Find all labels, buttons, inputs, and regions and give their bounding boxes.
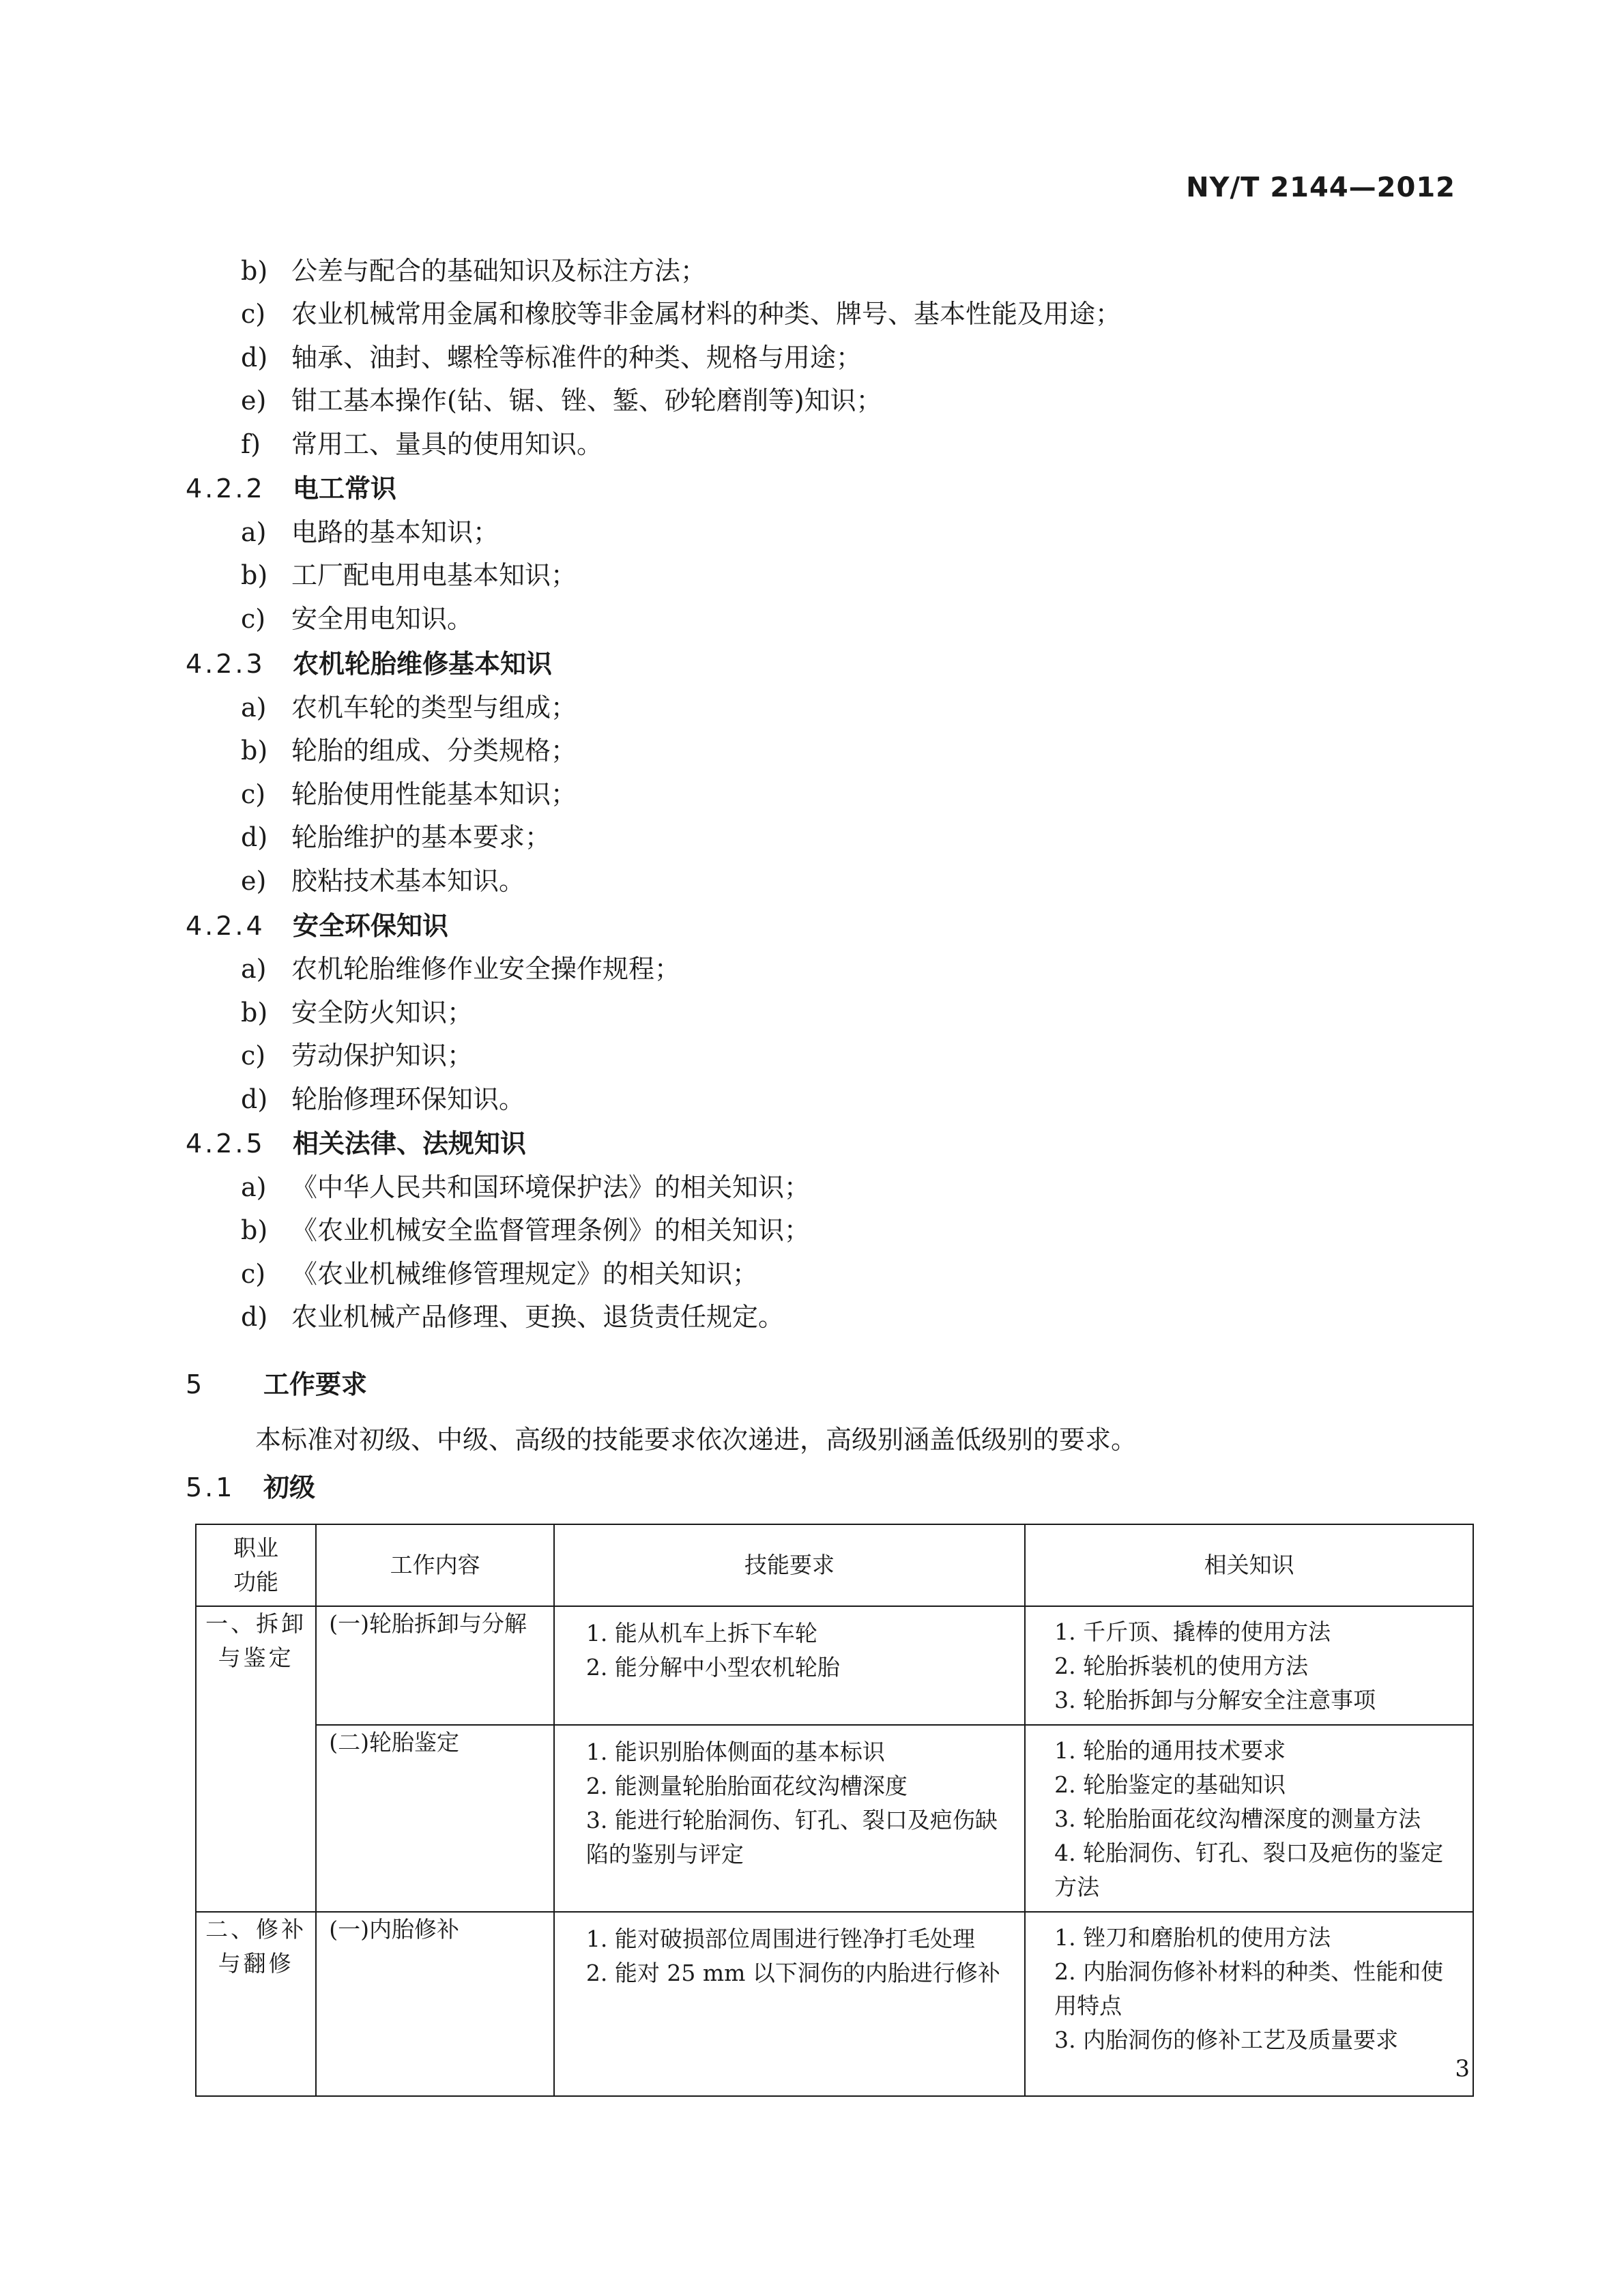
section-number: 5 <box>186 1369 205 1399</box>
list-text: 安全用电知识。 <box>291 604 474 634</box>
list-marker: f) <box>241 429 261 459</box>
header-skill-requirements: 技能要求 <box>554 1524 1025 1606</box>
list-marker: c) <box>241 779 266 809</box>
list-item <box>241 559 577 592</box>
list-item <box>241 1301 784 1333</box>
list-marker: d) <box>241 1084 268 1114</box>
list-marker: e) <box>241 866 267 896</box>
list-text: 劳动保护知识； <box>291 1041 474 1071</box>
knowledge-cell <box>1025 1912 1473 2096</box>
section-heading-4-2-3 <box>186 648 552 680</box>
list-text: 钳工基本操作(钻、锯、锉、錾、砂轮磨削等)知识； <box>291 386 882 416</box>
section-title: 电工常识 <box>293 474 397 504</box>
table-row <box>196 1725 1473 1912</box>
knowledge-line: 3. 轮胎拆卸与分解安全注意事项 <box>1054 1687 1376 1713</box>
knowledge-cell <box>1025 1606 1473 1725</box>
section-heading-5 <box>186 1368 367 1401</box>
section-title: 初级 <box>263 1472 316 1502</box>
list-marker: d) <box>241 822 268 852</box>
skill-line: 3. 能进行轮胎洞伤、钉孔、裂口及疤伤缺陷的鉴别与评定 <box>585 1807 998 1868</box>
list-text: 轴承、油封、螺栓等标准件的种类、规格与用途； <box>291 343 862 373</box>
table-row <box>196 1606 1473 1725</box>
list-text: 轮胎修理环保知识。 <box>291 1084 525 1114</box>
list-marker: e) <box>241 386 267 416</box>
list-item <box>241 384 882 417</box>
knowledge-line: 1. 锉刀和磨胎机的使用方法 <box>1054 1924 1331 1951</box>
list-text: 《农业机械安全监督管理条例》的相关知识； <box>291 1215 811 1245</box>
list-marker: b) <box>241 998 268 1028</box>
list-marker: d) <box>241 1302 268 1332</box>
list-text: 农机车轮的类型与组成； <box>291 693 577 723</box>
list-text: 农机轮胎维修作业安全操作规程； <box>291 954 681 984</box>
list-marker: a) <box>241 517 267 547</box>
list-item <box>241 428 603 461</box>
section-number: 4.2.5 <box>186 1129 265 1159</box>
list-text: 胶粘技术基本知识。 <box>291 866 525 896</box>
list-text: 农业机械常用金属和橡胶等非金属材料的种类、牌号、基本性能及用途； <box>291 299 1122 329</box>
list-marker: a) <box>241 1172 267 1202</box>
page-number: 3 <box>1455 2055 1470 2082</box>
section-heading-4-2-4 <box>186 910 448 942</box>
section-title: 工作要求 <box>263 1369 368 1399</box>
list-item <box>241 255 706 287</box>
list-marker: c) <box>241 1041 266 1071</box>
list-item <box>241 1039 473 1072</box>
list-item <box>241 953 680 985</box>
list-marker: a) <box>241 954 267 984</box>
list-marker: a) <box>241 693 267 723</box>
list-text: 轮胎维护的基本要求； <box>291 822 551 852</box>
list-item <box>241 602 473 635</box>
list-text: 电路的基本知识； <box>291 517 499 547</box>
work-content-cell: (一)内胎修补 <box>316 1912 554 2096</box>
knowledge-line: 2. 内胎洞伤修补材料的种类、性能和使用特点 <box>1054 1958 1444 2019</box>
list-item <box>241 297 1121 330</box>
skills-cell <box>554 1725 1025 1912</box>
list-item <box>241 1214 810 1247</box>
knowledge-line: 3. 轮胎胎面花纹沟槽深度的测量方法 <box>1054 1805 1421 1832</box>
list-marker: b) <box>241 736 268 766</box>
knowledge-line: 1. 轮胎的通用技术要求 <box>1054 1737 1286 1764</box>
list-item <box>241 996 473 1029</box>
table-header-row <box>196 1524 1473 1606</box>
skill-line: 1. 能对破损部位周围进行锉净打毛处理 <box>585 1926 975 1952</box>
knowledge-line: 2. 轮胎鉴定的基础知识 <box>1054 1771 1286 1798</box>
list-marker: b) <box>241 1215 268 1245</box>
list-item <box>241 778 577 811</box>
skill-requirements-table <box>195 1524 1474 2097</box>
list-item <box>241 1171 810 1204</box>
list-text: 常用工、量具的使用知识。 <box>291 429 603 459</box>
knowledge-line: 2. 轮胎拆装机的使用方法 <box>1054 1653 1309 1679</box>
section-number: 5.1 <box>186 1472 235 1502</box>
header-related-knowledge: 相关知识 <box>1025 1524 1473 1606</box>
list-item <box>241 341 862 374</box>
skill-line: 2. 能对 25 mm 以下洞伤的内胎进行修补 <box>585 1960 1000 1986</box>
list-marker: b) <box>241 560 268 590</box>
list-marker: c) <box>241 1259 266 1289</box>
list-text: 《农业机械维修管理规定》的相关知识； <box>291 1259 759 1289</box>
list-item <box>241 821 551 854</box>
knowledge-line: 3. 内胎洞伤的修补工艺及质量要求 <box>1054 2026 1399 2053</box>
list-marker: b) <box>241 256 268 286</box>
work-content-cell: (一)轮胎拆卸与分解 <box>316 1606 554 1725</box>
section-title: 农机轮胎维修基本知识 <box>293 649 553 679</box>
skills-cell <box>554 1606 1025 1725</box>
skills-cell <box>554 1912 1025 2096</box>
list-text: 农业机械产品修理、更换、退货责任规定。 <box>291 1302 785 1332</box>
list-text: 《中华人民共和国环境保护法》的相关知识； <box>291 1172 811 1202</box>
function-cell: 一、拆卸 与鉴定 <box>196 1606 316 1912</box>
list-item <box>241 1258 758 1290</box>
section-number: 4.2.2 <box>186 474 265 504</box>
section-number: 4.2.4 <box>186 911 265 941</box>
knowledge-line: 4. 轮胎洞伤、钉孔、裂口及疤伤的鉴定方法 <box>1054 1840 1444 1900</box>
list-item <box>241 734 577 767</box>
table-row <box>196 1912 1473 2096</box>
section-heading-4-2-5 <box>186 1127 526 1160</box>
section-heading-4-2-2 <box>186 472 396 505</box>
list-marker: c) <box>241 604 266 634</box>
skill-line: 1. 能从机车上拆下车轮 <box>585 1620 817 1646</box>
list-item <box>241 691 577 724</box>
section-intro-paragraph: 本标准对初级、中级、高级的技能要求依次递进，高级别涵盖低级别的要求。 <box>255 1425 1137 1455</box>
list-item <box>241 865 525 897</box>
section-title: 相关法律、法规知识 <box>293 1129 527 1159</box>
knowledge-line: 1. 千斤顶、撬棒的使用方法 <box>1054 1618 1331 1645</box>
knowledge-cell <box>1025 1725 1473 1912</box>
list-marker: d) <box>241 343 268 373</box>
list-text: 轮胎的组成、分类规格； <box>291 736 577 766</box>
section-number: 4.2.3 <box>186 649 265 679</box>
list-item <box>241 516 499 549</box>
skill-line: 1. 能识别胎体侧面的基本标识 <box>585 1739 885 1765</box>
skill-line: 2. 能测量轮胎胎面花纹沟槽深度 <box>585 1773 908 1799</box>
section-title: 安全环保知识 <box>293 911 449 941</box>
skill-line: 2. 能分解中小型农机轮胎 <box>585 1654 840 1681</box>
list-text: 安全防火知识； <box>291 998 474 1028</box>
header-function: 职业 功能 <box>196 1524 316 1606</box>
header-work-content: 工作内容 <box>316 1524 554 1606</box>
section-heading-5-1 <box>186 1471 315 1504</box>
list-marker: c) <box>241 299 266 329</box>
list-text: 公差与配合的基础知识及标注方法； <box>291 256 707 286</box>
work-content-cell: (二)轮胎鉴定 <box>316 1725 554 1912</box>
list-text: 工厂配电用电基本知识； <box>291 560 577 590</box>
list-item <box>241 1083 525 1116</box>
list-text: 轮胎使用性能基本知识； <box>291 779 577 809</box>
function-cell: 二、修补 与翻修 <box>196 1912 316 2096</box>
standard-code: NY/T 2144—2012 <box>1186 172 1455 203</box>
